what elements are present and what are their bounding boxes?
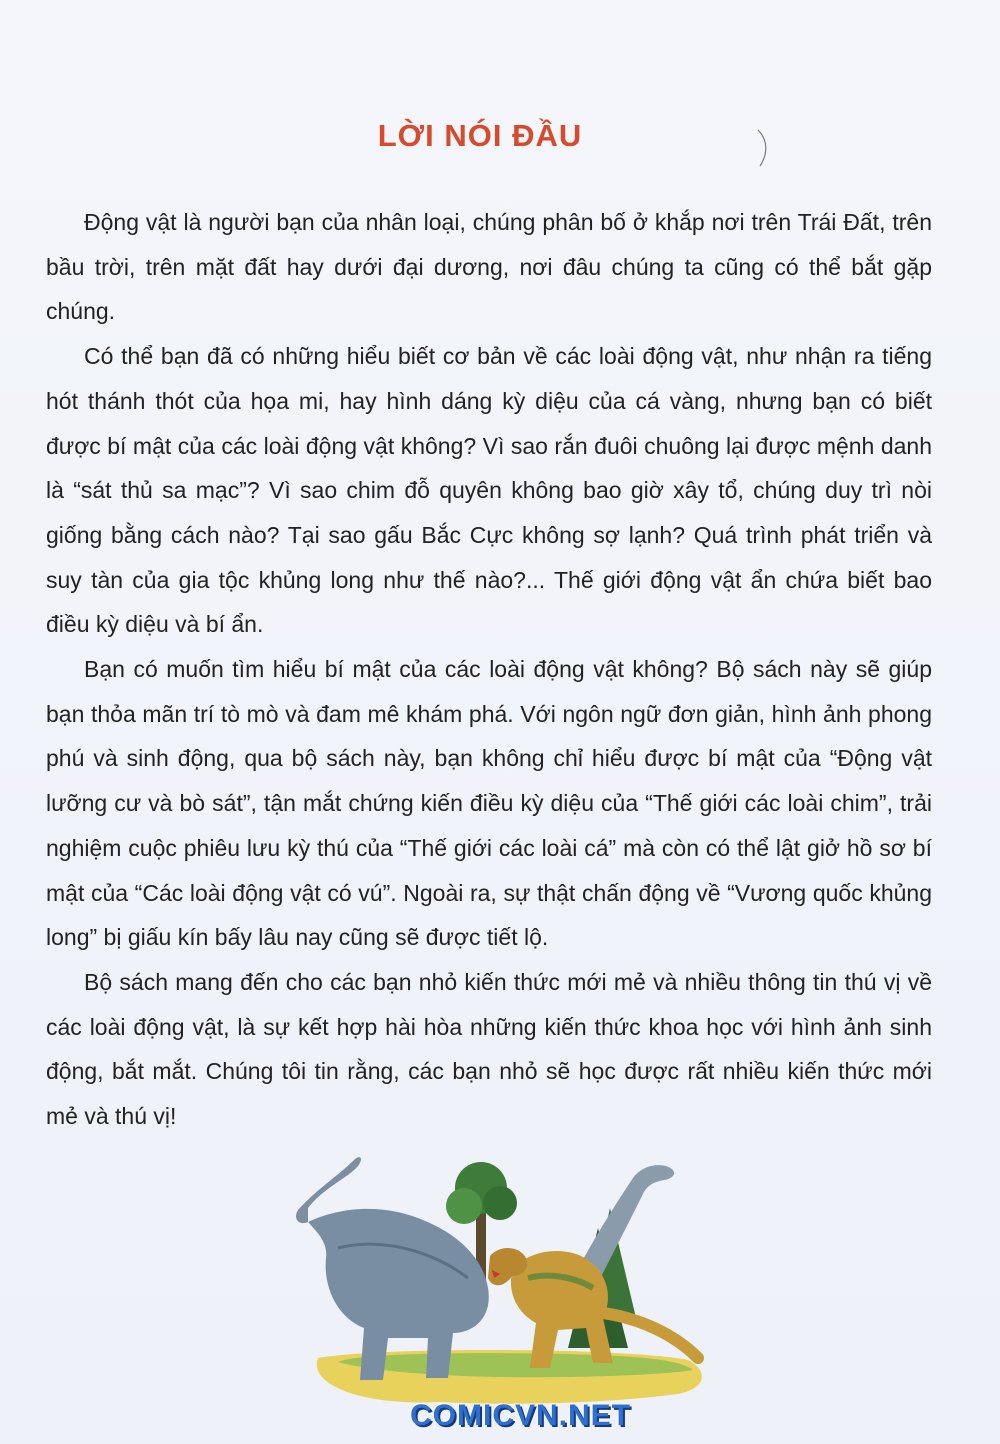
paragraph-2: Có thể bạn đã có những hiểu biết cơ bản về các loài động vật, như nhận ra tiếng hót thánh thót của họa mi, hay hình dáng kỳ diệu của cá vàng, nhưng bạn có biết được bí mật của các loài động vật không? Vì sao rắn đuôi chuông lại được mệnh danh là “sát thủ sa mạc”? Vì sao chim đỗ quyên không bao giờ xây tổ, chúng duy trì nòi giống bằng cách nào? Tại sao gấu Bắc Cực không sợ lạnh? Quá trình phát triển và suy tàn của gia tộc khủng long như thế nào?... Thế giới động vật ẩn chứa biết bao điều kỳ diệu và bí ẩn.	[46, 343, 932, 638]
paragraph-4: Bộ sách mang đến cho các bạn nhỏ kiến thức mới mẻ và nhiều thông tin thú vị về các loài động vật, là sự kết hợp hài hòa những kiến thức khoa học với hình ảnh sinh động, bắt mắt. Chúng tôi tin rằng, các bạn nhỏ sẽ học được rất nhiều kiến thức mới mẻ và thú vị!	[46, 968, 932, 1130]
dinosaurs-illustration	[268, 1148, 728, 1408]
page-title: LỜI NÓI ĐẦU	[377, 118, 583, 153]
paragraph-1: Động vật là người bạn của nhân loại, chúng phân bố ở khắp nơi trên Trái Đất, trên bầu trời, trên mặt đất hay dưới đại dương, nơi đâu chúng ta cũng có thể bắt gặp chúng.	[46, 209, 932, 325]
preface-body	[46, 200, 932, 1139]
paragraph-3: Bạn có muốn tìm hiểu bí mật của các loài động vật không? Bộ sách này sẽ giúp bạn thỏa mãn trí tò mò và đam mê khám phá. Với ngôn ngữ đơn giản, hình ảnh phong phú và sinh động, qua bộ sách này, bạn không chỉ hiểu được bí mật của “Động vật lưỡng cư và bò sát”, tận mắt chứng kiến điều kỳ diệu của “Thế giới các loài chim”, trải nghiệm cuộc phiêu lưu kỳ thú của “Thế giới các loài cá” mà còn có thể lật giở hồ sơ bí mật của “Các loài động vật có vú”. Ngoài ra, sự thật chấn động về “Vương quốc khủng long” bị giấu kín bấy lâu nay cũng sẽ được tiết lộ.	[46, 656, 932, 951]
watermark-text: COMICVN.NET	[410, 1399, 631, 1432]
